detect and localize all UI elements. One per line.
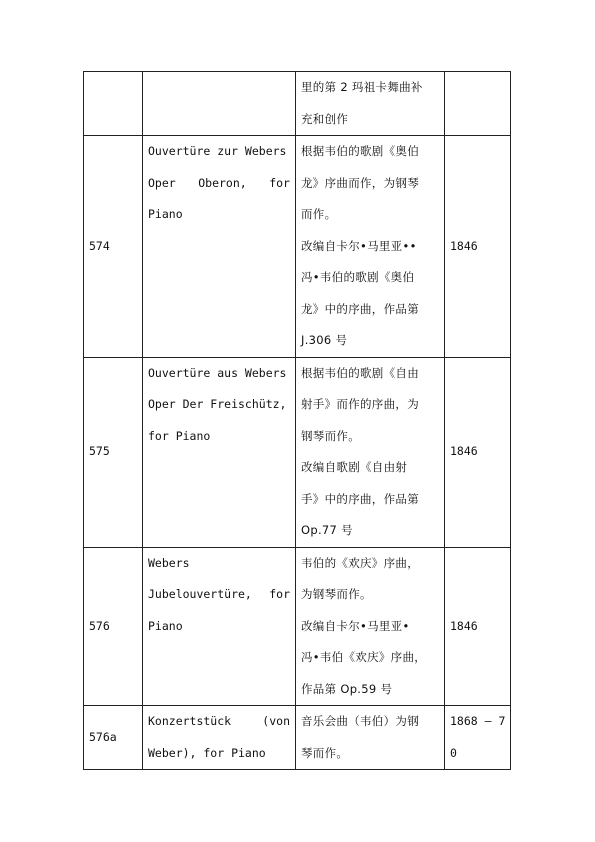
title-line xyxy=(148,168,290,200)
title-word: (von xyxy=(262,714,290,728)
description-line: 冯•韦伯的歌剧《奥伯 xyxy=(301,270,415,284)
work-description-cell xyxy=(296,547,445,706)
description-line: 音乐会曲（韦伯）为钢 xyxy=(301,714,419,728)
description-line: 改编自歌剧《自由射 xyxy=(301,460,408,474)
title-line: Webers xyxy=(148,555,190,570)
title-line: Oper Der Freischütz, xyxy=(148,397,287,411)
description-line: 改编自卡尔•马里亚• xyxy=(301,618,410,633)
title-word: Oper xyxy=(148,175,176,190)
work-number-cell: 574 xyxy=(84,136,143,358)
title-line: Piano xyxy=(148,618,183,633)
description-line: 韦伯的《欢庆》序曲， xyxy=(301,555,419,570)
description-line: 根据韦伯的歌剧《奥伯 xyxy=(301,144,419,158)
title-word: Oberon, xyxy=(198,175,247,190)
table-row xyxy=(84,357,511,547)
year-line: 0 xyxy=(450,745,457,760)
year-line: 1846 xyxy=(450,238,478,253)
year-line: 1846 xyxy=(450,444,478,459)
title-line xyxy=(148,579,290,611)
title-line: Ouvertüre zur Webers xyxy=(148,144,287,158)
work-number-cell: 576 xyxy=(84,547,143,706)
description-line: 射手》而作的序曲，为 xyxy=(301,397,419,411)
year-line: 1846 xyxy=(450,618,478,633)
description-line: 改编自卡尔•马里亚•• xyxy=(301,238,417,253)
work-year-cell xyxy=(445,136,511,358)
description-line: 冯•韦伯《欢庆》序曲， xyxy=(301,650,427,664)
year-line: 1868 – 7 xyxy=(450,714,506,728)
title-line: Weber), for Piano xyxy=(148,745,266,760)
title-line: Ouvertüre aus Webers xyxy=(148,365,287,380)
table-row xyxy=(84,547,511,706)
work-title-cell xyxy=(143,72,296,136)
description-line: Op.77 号 xyxy=(301,523,353,537)
table-row xyxy=(84,72,511,136)
description-line: 手》中的序曲，作品第 xyxy=(301,491,419,506)
work-number-cell: 576a xyxy=(84,706,143,770)
work-description-cell xyxy=(296,357,445,547)
work-year-cell xyxy=(445,357,511,547)
work-description-cell xyxy=(296,706,445,770)
work-year-cell xyxy=(445,547,511,706)
title-line xyxy=(148,706,290,738)
description-line: J.306 号 xyxy=(301,333,348,347)
work-description-cell xyxy=(296,72,445,136)
work-title-cell xyxy=(143,547,296,706)
table-row xyxy=(84,706,511,770)
work-title-cell xyxy=(143,357,296,547)
work-year-cell xyxy=(445,706,511,770)
description-line: 钢琴而作。 xyxy=(301,428,360,443)
title-word: Jubelouvertüre, xyxy=(148,587,252,601)
work-year-cell xyxy=(445,72,511,136)
description-line: 而作。 xyxy=(301,207,337,221)
description-line: 为钢琴而作。 xyxy=(301,587,372,601)
description-line: 根据韦伯的歌剧《自由 xyxy=(301,365,419,380)
title-word: for xyxy=(269,175,290,190)
title-line: for Piano xyxy=(148,428,211,443)
description-line: 充和创作 xyxy=(301,111,349,126)
work-title-cell xyxy=(143,136,296,358)
work-number-cell: 575 xyxy=(84,357,143,547)
work-description-cell xyxy=(296,136,445,358)
title-word: Konzertstück xyxy=(148,714,232,728)
description-line: 龙》序曲而作，为钢琴 xyxy=(301,175,419,190)
description-line: 龙》中的序曲，作品第 xyxy=(301,301,419,316)
title-word: for xyxy=(269,587,290,601)
description-line: 作品第 Op.59 号 xyxy=(301,681,393,696)
works-table xyxy=(83,71,511,770)
description-line: 里的第 2 玛祖卡舞曲补 xyxy=(301,80,423,94)
title-line: Piano xyxy=(148,207,183,221)
works-table-body xyxy=(84,72,511,770)
work-title-cell xyxy=(143,706,296,770)
table-row xyxy=(84,136,511,358)
work-number-cell xyxy=(84,72,143,136)
description-line: 琴而作。 xyxy=(301,745,349,760)
